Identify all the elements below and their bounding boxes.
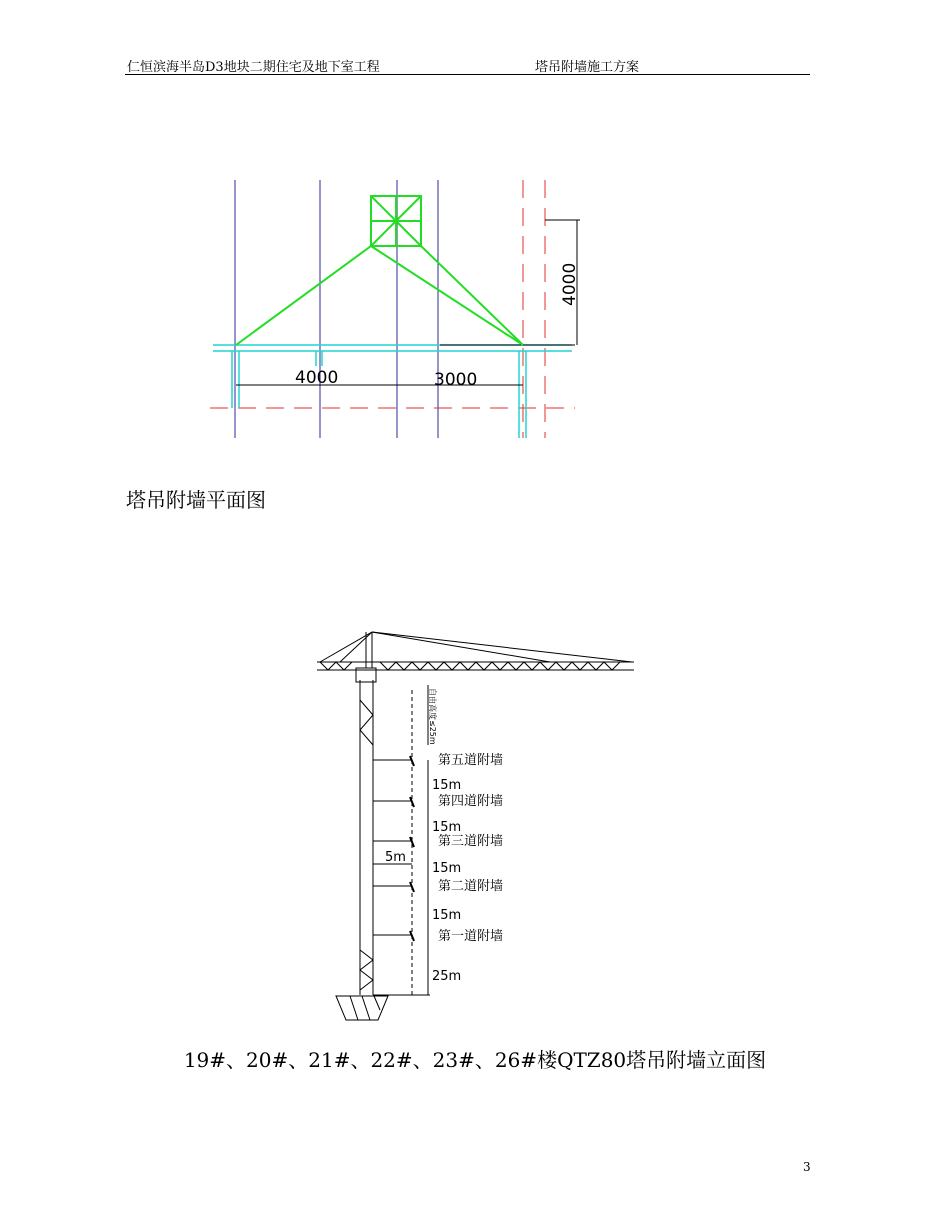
spacing-label-2: 15m: [432, 820, 462, 835]
header-doc-title: 塔吊附墙施工方案: [535, 60, 640, 75]
wall-label-4: 第四道附墙: [438, 794, 504, 809]
page-number: 3: [803, 1160, 811, 1174]
wall-label-1: 第一道附墙: [438, 929, 504, 944]
spacing-label-4: 15m: [432, 908, 462, 923]
crane-structure: [317, 632, 634, 1020]
offset-label: 5m: [385, 850, 406, 865]
header-project-title: 仁恒滨海半岛D3地块二期住宅及地下室工程: [127, 60, 380, 75]
tie-lines: [373, 685, 430, 995]
dim-horizontal-2: 3000: [434, 370, 478, 390]
spacing-label-1: 15m: [432, 778, 462, 793]
wall-label-2: 第二道附墙: [438, 879, 504, 894]
elevation-caption: 19#、20#、21#、22#、23#、26#楼QTZ80塔吊附墙立面图: [183, 1048, 767, 1072]
dim-horizontal-1: 4000: [295, 368, 339, 388]
plan-caption: 塔吊附墙平面图: [126, 488, 266, 512]
base-height-label: 25m: [432, 969, 462, 984]
dim-vertical: 4000: [560, 262, 580, 306]
wall-label-3: 第三道附墙: [438, 834, 504, 849]
top-note: 自由高度≤25m: [428, 688, 437, 745]
spacing-label-3: 15m: [432, 861, 462, 876]
wall-label-5: 第五道附墙: [438, 753, 504, 768]
